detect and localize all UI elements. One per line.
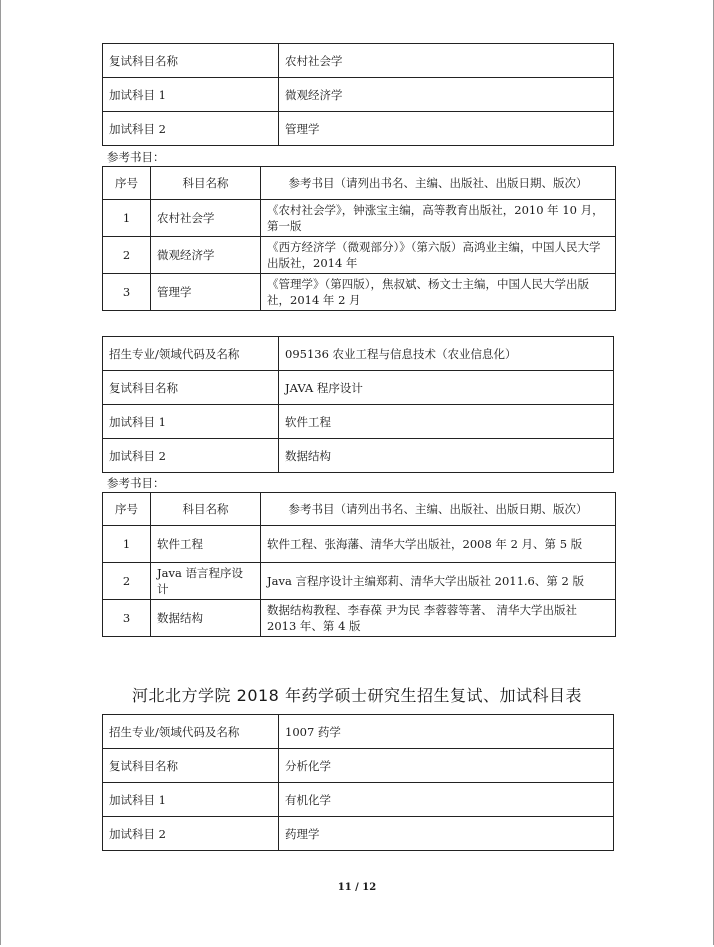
exam-subjects-table-2	[102, 336, 614, 473]
row-value: 数据结构	[279, 439, 614, 473]
row-label: 加试科目 1	[103, 783, 279, 817]
exam-subjects-table-3	[102, 714, 614, 851]
row-value: 微观经济学	[279, 78, 614, 112]
cell-no: 2	[103, 237, 151, 274]
cell-books: 软件工程、张海藩、清华大学出版社，2008 年 2 月、第 5 版	[261, 526, 616, 563]
table-row	[103, 749, 614, 783]
row-label: 加试科目 2	[103, 817, 279, 851]
table-row	[103, 783, 614, 817]
row-label: 加试科目 1	[103, 405, 279, 439]
row-label: 招生专业/领域代码及名称	[103, 715, 279, 749]
header-books: 参考书目（请列出书名、主编、出版社、出版日期、版次）	[261, 493, 616, 526]
cell-subject: 农村社会学	[151, 200, 261, 237]
table-row	[103, 44, 614, 78]
reference-caption: 参考书目：	[107, 150, 165, 164]
row-value: 农村社会学	[279, 44, 614, 78]
table-row	[103, 274, 616, 311]
cell-books: 《西方经济学（微观部分）》（第六版）高鸿业主编，中国人民大学出版社，2014 年	[261, 237, 616, 274]
page-number: 11 / 12	[337, 882, 377, 893]
table-row	[103, 600, 616, 637]
table-row	[103, 337, 614, 371]
cell-no: 1	[103, 200, 151, 237]
table-row	[103, 526, 616, 563]
row-label: 加试科目 2	[103, 439, 279, 473]
cell-no: 3	[103, 600, 151, 637]
cell-books: 《管理学》（第四版），焦叔斌、杨文士主编，中国人民大学出版社，2014 年 2 月	[261, 274, 616, 311]
row-value: 有机化学	[279, 783, 614, 817]
row-label: 复试科目名称	[103, 371, 279, 405]
row-label: 招生专业/领域代码及名称	[103, 337, 279, 371]
table-row	[103, 237, 616, 274]
cell-no: 3	[103, 274, 151, 311]
row-value: 095136 农业工程与信息技术（农业信息化）	[279, 337, 614, 371]
table-row	[103, 112, 614, 146]
table-header-row	[103, 167, 616, 200]
reference-books-table-2	[102, 492, 616, 637]
table-row	[103, 405, 614, 439]
header-no: 序号	[103, 493, 151, 526]
header-subject: 科目名称	[151, 493, 261, 526]
row-value: JAVA 程序设计	[279, 371, 614, 405]
cell-books: 数据结构教程、李春葆 尹为民 李蓉蓉等著、 清华大学出版社 2013 年、第 4 版	[261, 600, 616, 637]
row-label: 加试科目 1	[103, 78, 279, 112]
row-value: 药理学	[279, 817, 614, 851]
cell-subject: 软件工程	[151, 526, 261, 563]
table-header-row	[103, 493, 616, 526]
row-value: 管理学	[279, 112, 614, 146]
cell-books: 《农村社会学》，钟涨宝主编，高等教育出版社，2010 年 10 月，第一版	[261, 200, 616, 237]
cell-subject: 微观经济学	[151, 237, 261, 274]
table-row	[103, 817, 614, 851]
cell-subject: 管理学	[151, 274, 261, 311]
row-value: 分析化学	[279, 749, 614, 783]
reference-caption: 参考书目：	[107, 476, 165, 490]
table-row	[103, 439, 614, 473]
exam-subjects-table-1	[102, 43, 614, 146]
header-subject: 科目名称	[151, 167, 261, 200]
cell-no: 1	[103, 526, 151, 563]
table-row	[103, 715, 614, 749]
table-row	[103, 371, 614, 405]
table-row	[103, 563, 616, 600]
section-title: 河北北方学院 2018 年药学硕士研究生招生复试、加试科目表	[132, 686, 582, 705]
cell-subject: 数据结构	[151, 600, 261, 637]
reference-books-table-1	[102, 166, 616, 311]
cell-subject: Java 语言程序设计	[151, 563, 261, 600]
cell-books: Java 言程序设计主编郑莉、清华大学出版社 2011.6、第 2 版	[261, 563, 616, 600]
header-no: 序号	[103, 167, 151, 200]
table-row	[103, 78, 614, 112]
row-value: 1007 药学	[279, 715, 614, 749]
row-label: 复试科目名称	[103, 749, 279, 783]
row-label: 复试科目名称	[103, 44, 279, 78]
row-label: 加试科目 2	[103, 112, 279, 146]
cell-no: 2	[103, 563, 151, 600]
header-books: 参考书目（请列出书名、主编、出版社、出版日期、版次）	[261, 167, 616, 200]
row-value: 软件工程	[279, 405, 614, 439]
table-row	[103, 200, 616, 237]
